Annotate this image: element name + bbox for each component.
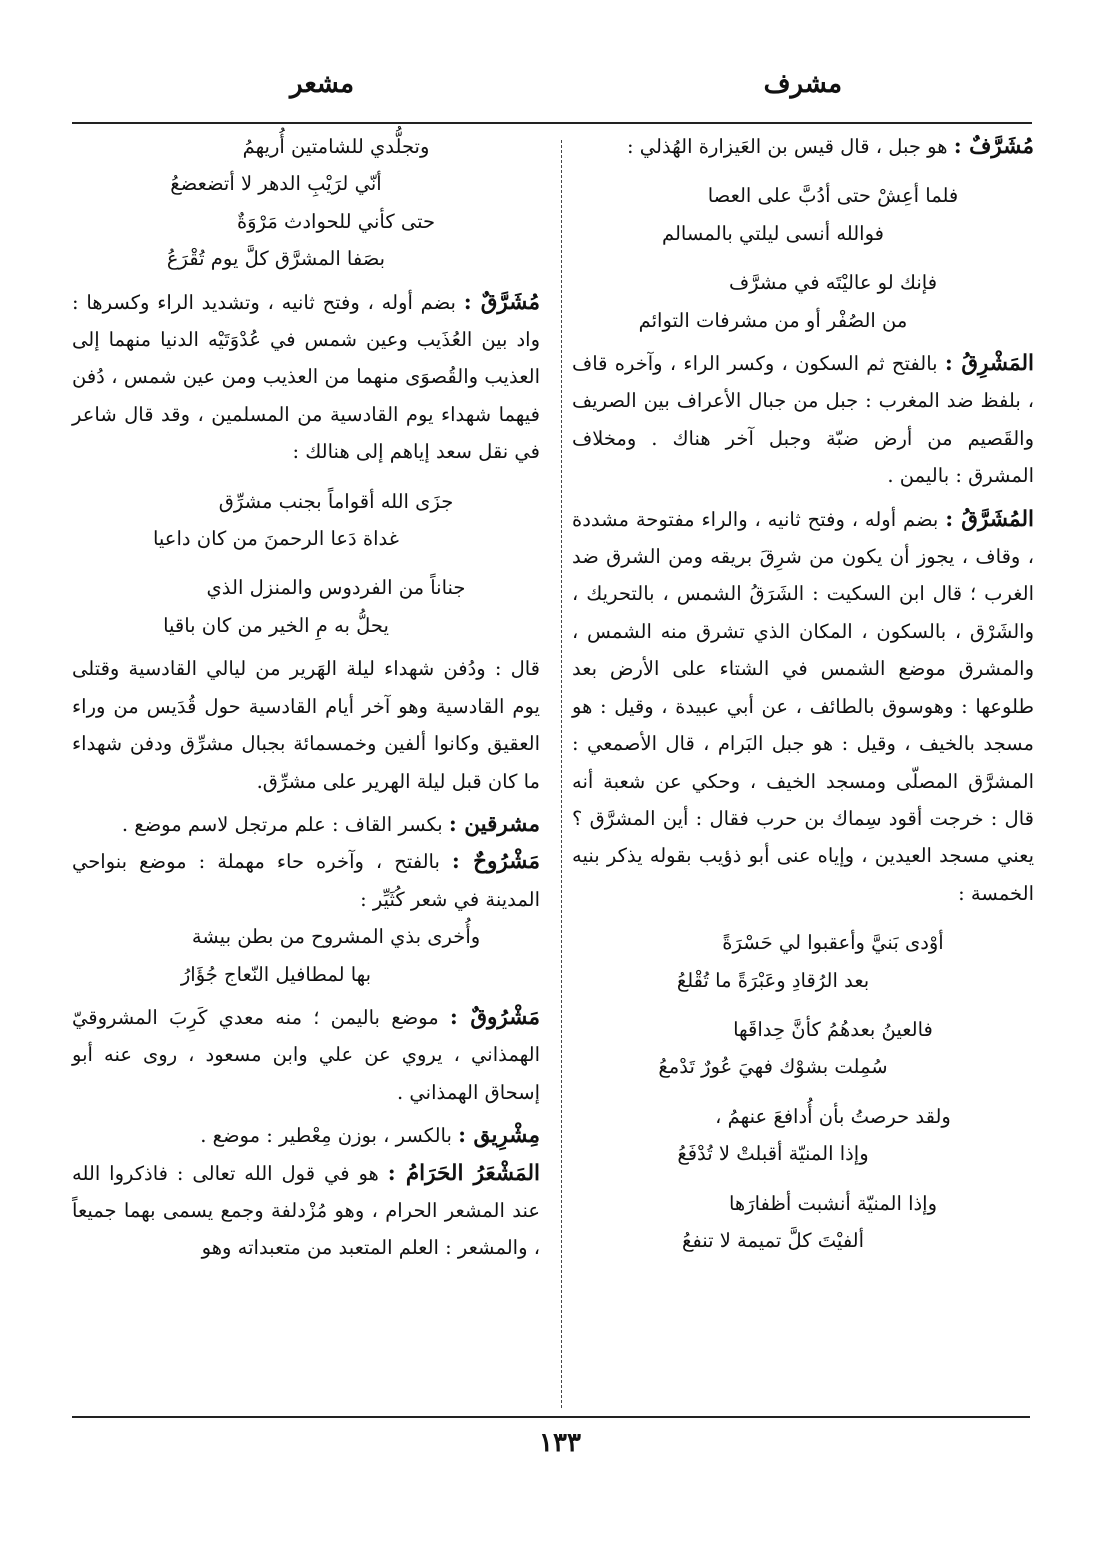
verse-line: غداة دَعا الرحمنَ من كان داعيا (152, 527, 399, 551)
verse-line: فإنك لو عاليْتَه في مشرَّف (728, 271, 938, 295)
verse (72, 918, 540, 993)
verse-line: سُمِلت بشوْك فهيَ عُورٌ تَدْمعُ (658, 1055, 888, 1079)
entry-mashriqin (72, 806, 540, 843)
entry-headword: مُشَرَّقٌ : (463, 289, 540, 315)
verse-line: من الصُفْر أو من مشرفات التوائم (638, 308, 908, 332)
verse-line: بصَفا المشرَّق كلَّ يوم تُقْرَعُ (166, 247, 386, 271)
entry-text: بالفتح ثم السكون ، وكسر الراء ، وآخره قاف ، بلفظ ضد المغرب : جبل من جبال الأعراف بين الصريف والقَصيم من أرض ضبّة وجبل آخر هناك . ومخلاف المشرق : باليمن . (572, 352, 1034, 488)
entry-headword: مَشْرُوقٌ : (449, 1004, 540, 1030)
footer-rule (72, 1416, 1030, 1418)
entry-almashar-alharam (72, 1155, 540, 1267)
entry-text: بالفتح ، وآخره حاء مهملة : موضع بنواحي المدينة في شعر كُثَيِّر : (72, 850, 540, 911)
verse-line: فالعينُ بعدهُمُ كأنَّ حِداقَها (733, 1017, 933, 1041)
entry-headword: المُشَرَّقُ : (945, 506, 1034, 532)
verse-line: ألفيْتَ كلَّ تميمة لا تنفعُ (681, 1228, 865, 1252)
entry-text: بالكسر ، بوزن مِعْطير : موضع . (200, 1124, 452, 1148)
entry-text: هو في قول الله تعالى : فاذكروا الله عند المشعر الحرام ، وهو مُزْدلفة وجمع يسمى بهما جميعاً ، والمشعر : العلم المتعبد من متعبداته وهو (72, 1161, 540, 1260)
entry-mishriq (72, 1117, 540, 1154)
verse (572, 264, 1034, 339)
verse-line: وإذا المنيّة أنشبت أظفارَها (728, 1191, 938, 1215)
entry-text: بكسر القاف : علم مرتجل لاسم موضع . (121, 812, 443, 836)
verse-line: وأُخرى بذي المشروح من بطن بيشة (191, 925, 481, 949)
page-number: ١٣٣ (539, 1428, 581, 1458)
verse-line: جزَى الله أقواماً بجنب مشرِّق (218, 489, 454, 513)
verse-line: جناناً من الفردوس والمنزل الذي (206, 576, 466, 600)
verse (72, 128, 540, 278)
verse (72, 569, 540, 644)
running-header-left: مشعر (290, 69, 355, 99)
verse-line: ولقد حرصتُ بأن أُدافعَ عنهمُ ، (715, 1104, 951, 1128)
left-column (72, 128, 540, 1267)
entry-text: بضم أوله ، وفتح ثانيه ، والراء مفتوحة مشددة ، وقاف ، يجوز أن يكون من شرِقَ بريقه ومن الشرق ضد الغرب ؛ قال ابن السكيت : الشَرَقُ الشمس ، بالتحريك ، والشَرْق ، بالسكون ، المكان الذي تشرق منه الشمس ، والمشرق موضع الشمس في الشتاء على الأرض بعد طلوعها : وهوسوق بالطائف ، عن أبي عبيدة ، وقيل : هو مسجد بالخيف ، وقيل : هو جبل البَرام ، قال الأصمعي : المشرَّق المصلّى ومسجد الخيف ، وحكي عن شعبة أنه قال : خرجت أقود سِماك بن حرب فقال : أين المشرَّق ؟ يعني مسجد العيدين ، وإياه عنى أبو ذؤيب بقوله يذكر بنيه الخمسة : (572, 507, 1034, 905)
verse-line: أوْدى بَنيَّ وأعقبوا لي حَسْرَةً (722, 931, 944, 955)
verse (572, 1185, 1034, 1260)
verse-line: يحلُّ به مِ الخير من كان باقيا (163, 613, 389, 637)
verse-line: بعد الرُقادِ وعَبْرَةً ما تُقْلعُ (676, 968, 870, 992)
verse-line: وإذا المنيّة أقبلتْ لا تُدْفَعُ (677, 1142, 869, 1166)
entry-headword: مَشْرُوحٌ : (451, 849, 540, 875)
entry-almusharraq (572, 501, 1034, 912)
verse-line: بها لمطافيل النّعاج جُؤَارُ (180, 962, 372, 986)
verse (72, 483, 540, 558)
verse-line: حتى كأني للحوادث مَرْوَةٌ (236, 209, 436, 233)
entry-musharraf (572, 128, 1034, 165)
entry-headword: مشرقين : (448, 811, 540, 837)
entry-headword: مِشْرِيق : (458, 1123, 540, 1149)
entry-text: هو جبل ، قال قيس بن العَيزارة الهُذلي : (626, 135, 948, 158)
verse (572, 177, 1034, 252)
entry-headword: المَشْرِقُ : (944, 351, 1034, 377)
verse (572, 1098, 1034, 1173)
entry-text-continued: قال : ودُفن شهداء ليلة الهَرير من ليالي القادسية وقتلى يوم القادسية وهو آخر أيام القادسية حول قُدَيس من وراء العقيق وكانوا ألفين وخمسمائة بجبال مشرِّق ودفن شهداء ما كان قبل ليلة الهرير على مشرِّق. (72, 657, 540, 793)
header-rule (72, 122, 1032, 124)
verse-line: فلما أعِشْ حتى أدُبَّ على العصا (707, 184, 959, 208)
entry-headword: المَشْعَرُ الحَرَامُ : (387, 1160, 540, 1186)
running-header-right: مشرف (763, 69, 842, 99)
verse (572, 1011, 1034, 1086)
entry-mashruh (72, 843, 540, 918)
entry-text: موضع باليمن ؛ منه معدي كَرِبَ المشروقيّ الهمذاني ، يروي عن علي وابن مسعود ، روى عنه أبو إسحاق الهمذاني . (72, 1005, 540, 1104)
entry-almashriq (572, 345, 1034, 495)
verse-line: وتجلُّدي للشامتين أُريهمُ (242, 135, 430, 158)
entry-mashruq (72, 999, 540, 1111)
entry-headword: مُشَرَّفٌ : (953, 134, 1034, 159)
verse-line: أنّي لرَيْبِ الدهر لا أتضعضعُ (170, 172, 382, 196)
verse-line: فوالله أنسى ليلتي بالمسالم (661, 221, 884, 245)
entry-musharriq (72, 284, 540, 471)
entry-text: بضم أوله ، وفتح ثانيه ، وتشديد الراء وكسرها : واد بين العُذَيب وعين شمس في عُدْوَتَيْه الدنيا منهما إلى العذيب والقُصوَى منهما من العذيب ومن عين شمس ، دُفن فيهما شهداء يوم القادسية من المسلمين ، وقد قال شاعر في نقل سعد إياهم إلى هنالك : (72, 290, 540, 464)
column-divider (561, 140, 562, 1408)
right-column (572, 128, 1034, 1259)
verse (572, 924, 1034, 999)
